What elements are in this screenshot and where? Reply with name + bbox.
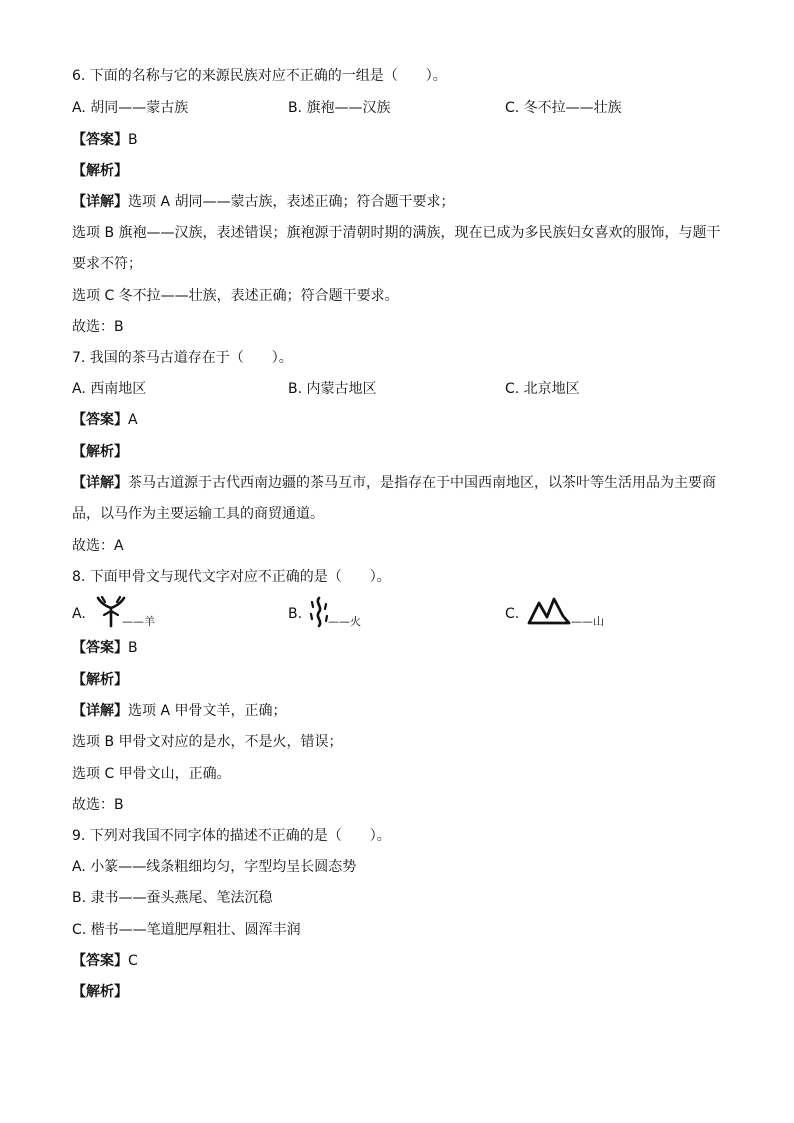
oracle-mountain-icon [527, 596, 571, 626]
q9-stem: 9. 下列对我国不同字体的描述不正确的是（ ）。 [72, 828, 391, 844]
detail-tag: 【详解】 [72, 475, 128, 491]
q8-answer [72, 638, 138, 658]
q7-option-c: C. 北京地区 [505, 381, 580, 397]
q6-detail-2b: 要求不符； [72, 256, 142, 272]
q7-choice: 故选：A [72, 538, 124, 554]
q7-option-b: B. 内蒙古地区 [288, 381, 377, 397]
q8-detail-1 [72, 701, 286, 721]
detail-text: 选项 A 胡同——蒙古族，表述正确；符合题干要求； [128, 194, 455, 210]
q8-analysis-tag: 【解析】 [72, 672, 128, 688]
q8-choice: 故选：B [72, 797, 124, 813]
q6-option-c: C. 冬不拉——壮族 [505, 100, 622, 116]
q6-detail-1 [72, 192, 454, 212]
option-letter: A. [72, 606, 86, 622]
oracle-water-icon [308, 596, 330, 628]
q6-choice: 故选：B [72, 319, 124, 335]
answer-tag: 【答案】 [72, 953, 128, 969]
q9-analysis-tag: 【解析】 [72, 984, 128, 1000]
q8-detail-2: 选项 B 甲骨文对应的是水，不是火，错误； [72, 734, 343, 750]
q7-stem: 7. 我国的茶马古道存在于（ ）。 [72, 350, 293, 366]
detail-tag: 【详解】 [72, 703, 128, 719]
q6-stem: 6. 下面的名称与它的来源民族对应不正确的一组是（ ）。 [72, 68, 447, 84]
q7-option-a: A. 西南地区 [72, 381, 147, 397]
detail-text: 茶马古道源于古代西南边疆的茶马互市，是指存在于中国西南地区，以茶叶等生活用品为主要商 [128, 475, 716, 491]
option-letter: C. [505, 606, 520, 622]
q6-detail-2a: 选项 B 旗袍——汉族，表述错误；旗袍源于清朝时期的满族，现在已成为多民族妇女喜欢的服饰，与题干 [72, 225, 721, 241]
option-suffix: ——火 [328, 615, 361, 628]
q6-option-a: A. 胡同——蒙古族 [72, 100, 189, 116]
q7-detail-1a [72, 473, 716, 493]
answer-value: A [128, 412, 138, 428]
q8-stem: 8. 下面甲骨文与现代文字对应不正确的是（ ）。 [72, 569, 391, 585]
detail-tag: 【详解】 [72, 194, 128, 210]
q9-option-b: B. 隶书——蚕头燕尾、笔法沉稳 [72, 890, 273, 906]
q6-answer [72, 130, 138, 150]
answer-tag: 【答案】 [72, 132, 128, 148]
q7-analysis-tag: 【解析】 [72, 444, 128, 460]
q6-option-b: B. 旗袍——汉族 [288, 100, 391, 116]
option-suffix: ——山 [571, 615, 604, 628]
q9-option-a: A. 小篆——线条粗细均匀，字型均呈长圆态势 [72, 859, 357, 875]
option-suffix: ——羊 [122, 615, 155, 628]
q6-detail-3: 选项 C 冬不拉——壮族，表述正确；符合题干要求。 [72, 288, 399, 304]
q7-answer [72, 410, 138, 430]
detail-text: 选项 A 甲骨文羊，正确； [128, 703, 287, 719]
answer-value: B [128, 132, 138, 148]
answer-tag: 【答案】 [72, 412, 128, 428]
answer-value: B [128, 640, 138, 656]
answer-tag: 【答案】 [72, 640, 128, 656]
q8-detail-3: 选项 C 甲骨文山，正确。 [72, 766, 231, 782]
option-letter: B. [288, 606, 303, 622]
q6-analysis-tag: 【解析】 [72, 163, 128, 179]
q9-answer [72, 951, 138, 971]
q7-detail-1b: 品，以马作为主要运输工具的商贸通道。 [72, 506, 324, 522]
answer-value: C [128, 953, 138, 969]
q9-option-c: C. 楷书——笔道肥厚粗壮、圆浑丰润 [72, 922, 301, 938]
